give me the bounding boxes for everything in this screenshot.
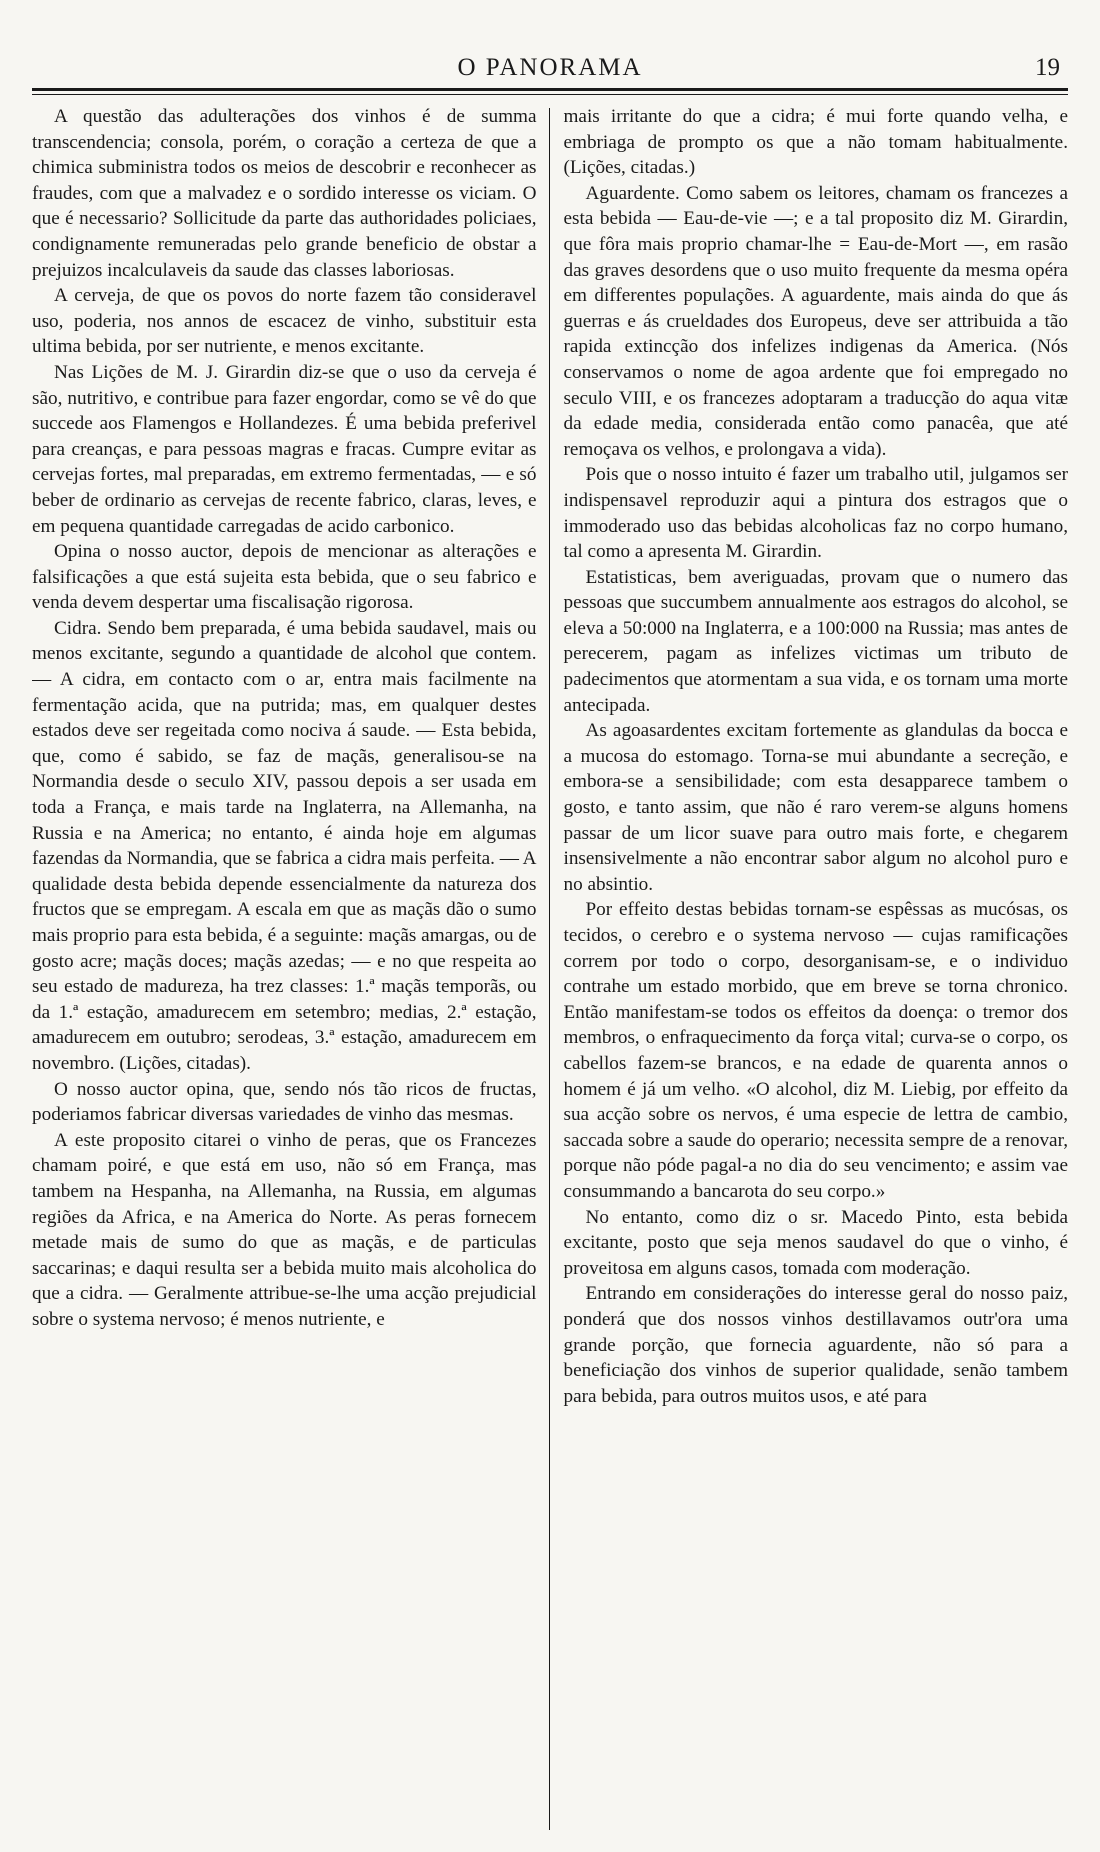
right-column — [550, 104, 1069, 1830]
paragraph: Estatisticas, bem averiguadas, provam que o numero das pessoas que succumbem annualmente aos estragos do alcohol, se eleva a 50:000 na Inglaterra, e a 100:000 na Russia; mas antes de perecerem, pagam as infelizes victimas um tributo de padecimentos que atormentam a sua vida, e os tornam uma morte antecipada. — [563, 566, 1068, 716]
paragraph: Por effeito destas bebidas tornam-se espêssas as mucósas, os tecidos, o cerebro e o systema nervoso — cujas ramificações correm por todo o corpo, desorganisam-se, e o individuo contrahe um estado morbido, que em breve se torna chronico. Então manifestam-se todos os effeitos da doença: o tremor dos membros, o enfraquecimento da força vital; curva-se o corpo, os cabellos fazem-se brancos, e na edade de quarenta annos o homem é já um velho. «O alcohol, diz M. Liebig, por effeito da sua acção sobre os nervos, é uma especie de lettra de cambio, saccada sobre a saude do operario; necessita sempre de a renovar, porque não póde pagal-a no dia do seu vencimento; e assim vae consummando a bancarota do seu corpo.» — [563, 899, 1068, 1202]
paragraph: A questão das adulterações dos vinhos é de summa transcendencia; consola, porém, o coração a certeza de que a chimica subministra todos os meios de descobrir e reconhecer as fraudes, com que a malvadez e o sordido interesse os viciam. O que é necessario? Sollicitude da parte das authoridades policiaes, condignamente remuneradas pelo grande beneficio de obstar a prejuizos incalculaveis da saude das classes laboriosas. — [32, 106, 537, 281]
paragraph: A este proposito citarei o vinho de peras, que os Francezes chamam poiré, e que está em uso, não só em França, mas tambem na Hespanha, na Allemanha, na Russia, em algumas regiões da Africa, e na America do Norte. As peras fornecem metade mais de sumo do que as maçãs, e de particulas saccarinas; e daqui resulta ser a bebida muito mais alcoholica do que a cidra. — Geralmente attribue-se-lhe uma acção prejudicial sobre o systema nervoso; é menos nutriente, e — [32, 1129, 537, 1330]
paragraph: Pois que o nosso intuito é fazer um trabalho util, julgamos ser indispensavel reproduzir aqui a pintura dos estragos que o immoderado uso das bebidas alcoholicas faz no corpo humano, tal como a apresenta M. Girardin. — [563, 464, 1068, 563]
running-title: O PANORAMA — [457, 54, 643, 81]
page-number: 19 — [1035, 54, 1060, 81]
paragraph: A cerveja, de que os povos do norte fazem tão consideravel uso, poderia, nos annos de escacez de vinho, substituir esta ultima bebida, por ser nutriente, e menos excitante. — [32, 285, 537, 358]
paragraph: mais irritante do que a cidra; é mui forte quando velha, e embriaga de prompto os que a não tomam habitualmente. (Lições, citadas.) — [563, 106, 1068, 179]
header-rule-thick — [32, 88, 1068, 91]
paragraph: As agoasardentes excitam fortemente as glandulas da bocca e a mucosa do estomago. Torna-se mui abundante a secreção, e embora-se a sensibilidade; com esta desapparece tambem o gosto, e tanto assim, que não é raro verem-se alguns homens passar de um licor suave para outro mais forte, e chegarem insensivelmente a não encontrar sabor algum no alcohol puro e no absintio. — [563, 720, 1068, 895]
paragraph: O nosso auctor opina, que, sendo nós tão ricos de fructas, poderiamos fabricar diversas variedades de vinho das mesmas. — [32, 1078, 537, 1126]
paragraph: Nas Lições de M. J. Girardin diz-se que o uso da cerveja é são, nutritivo, e contribue para fazer engordar, como se vê do que succede aos Flamengos e Hollandezes. É uma bebida preferivel para creanças, e para pessoas magras e fracas. Cumpre evitar as cervejas fortes, mal preparadas, em extremo fermentadas, — e só beber de ordinario as cervejas de recente fabrico, claras, leves, e em pequena quantidade carregadas de acido carbonico. — [32, 361, 537, 537]
paragraph: No entanto, como diz o sr. Macedo Pinto, esta bebida excitante, posto que seja menos saudavel do que o vinho, é proveitosa em alguns casos, tomada com moderação. — [563, 1206, 1068, 1279]
paragraph: Aguardente. Como sabem os leitores, chamam os francezes a esta bebida — Eau-de-vie —; e a tal proposito diz M. Girardin, que fôra mais proprio chamar-lhe = Eau-de-Mort —, em rasão das graves desordens que o uso muito frequente da mesma opéra em differentes populações. A aguardente, mais ainda do que ás guerras e ás crueldades dos Europeus, deve ser attribuida a tão rapida extincção dos infelizes indigenas da America. (Nós conservamos o nome de agoa ardente que foi empregado no seculo VIII, e os francezes adoptaram a traducção do aqua vitæ da edade media, considerada então como panacêa, que até remoçava os velhos, e prolongava a vida). — [563, 182, 1068, 460]
header-rule-thin — [32, 94, 1068, 95]
page-header — [32, 40, 1068, 84]
paragraph: Entrando em considerações do interesse geral do nosso paiz, ponderá que dos nossos vinhos destillavamos outr'ora uma grande porção, que fornecia aguardente, não só para a beneficiação dos vinhos de superior qualidade, senão tambem para bebida, para outros muitos usos, e até para — [563, 1283, 1068, 1407]
text-columns — [32, 104, 1068, 1830]
left-column — [32, 104, 549, 1830]
paragraph: Opina o nosso auctor, depois de mencionar as alterações e falsificações a que está sujeita esta bebida, que o seu fabrico e venda devem despertar uma fiscalisação rigorosa. — [32, 541, 537, 614]
paragraph: Cidra. Sendo bem preparada, é uma bebida saudavel, mais ou menos excitante, segundo a quantidade de alcohol que contem. — A cidra, em contacto com o ar, entra mais facilmente na fermentação acida, que na putrida; mas, em qualquer destes estados deve ser regeitada como nociva á saude. — Esta bebida, que, como é sabido, se faz de maçãs, generalisou-se na Normandia desde o seculo XIV, passou depois a ser usada em toda a França, e mais tarde na Inglaterra, na Allemanha, na Russia e na America; no entanto, é ainda hoje em algumas fazendas da Normandia, que se fabrica a cidra mais perfeita. — A qualidade desta bebida depende essencialmente da natureza dos fructos que se empregam. A escala em que as maçãs dão o sumo mais proprio para esta bebida, é a seguinte: maçãs amargas, ou de gosto acre; maçãs doces; maçãs azedas; — e no que respeita ao seu estado de madureza, ha trez classes: 1.ª maçãs temporãs, ou da 1.ª estação, amadurecem em setembro; medias, 2.ª estação, amadurecem em outubro; serodeas, 3.ª estação, amadurecem em novembro. (Lições, citadas). — [32, 617, 537, 1074]
